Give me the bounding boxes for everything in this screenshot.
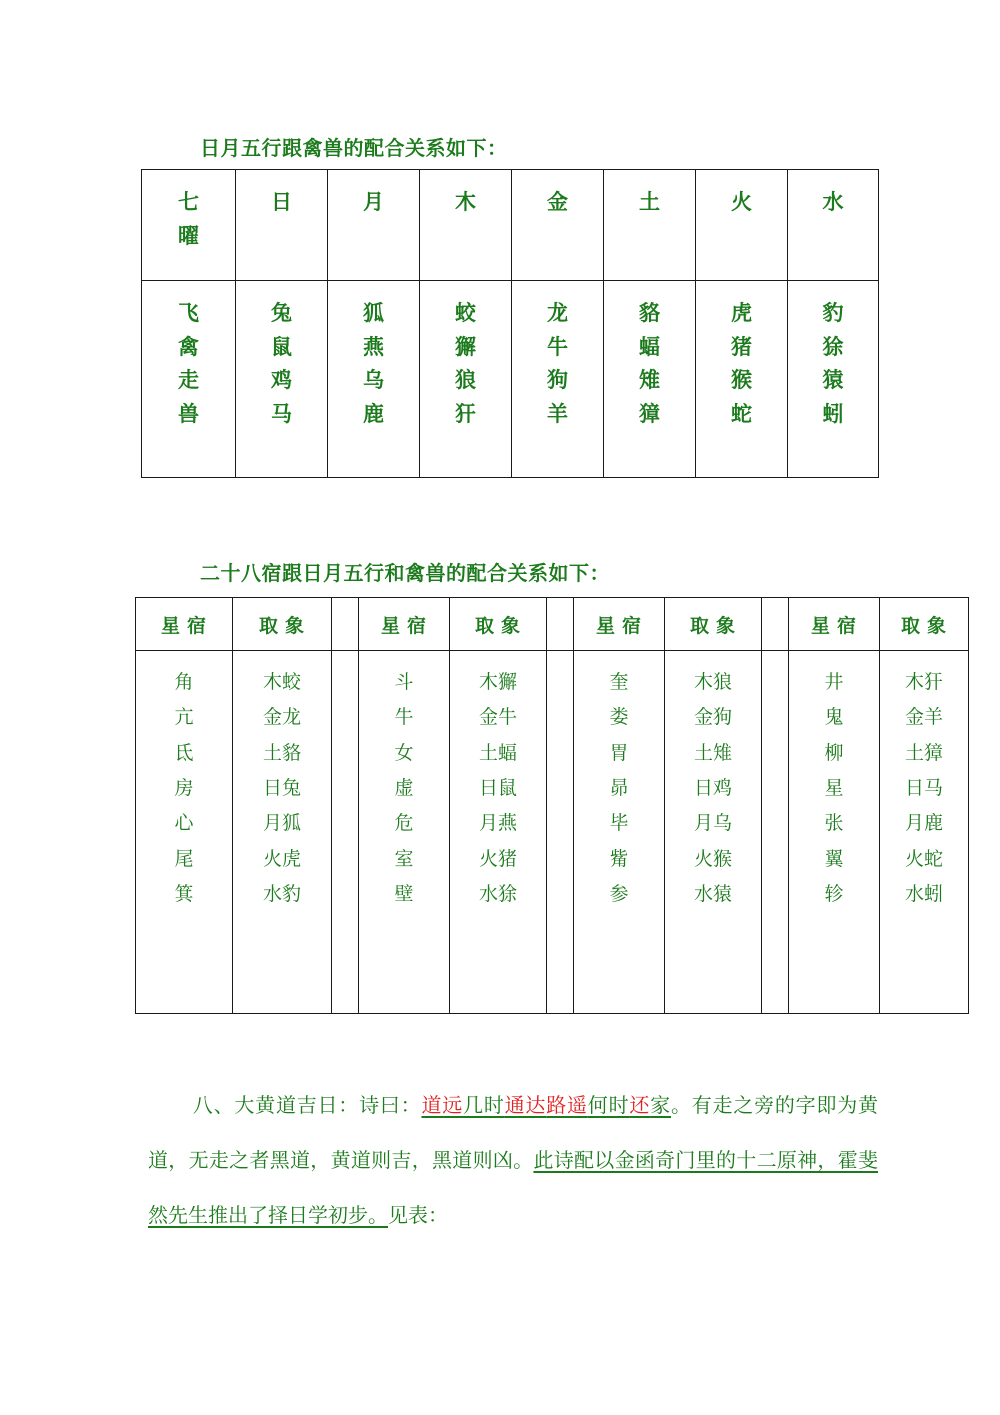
cell-char: 觜 <box>609 847 629 870</box>
paragraph-after-poem: 。有走之旁的字即为黄道，无走之者黑道，黄道则吉，黑道则凶。 <box>148 1093 879 1172</box>
table1-body-cell <box>328 281 420 478</box>
table2-header-image <box>665 598 762 651</box>
twenty-eight-mansions-table <box>135 597 969 1014</box>
table2-image-column <box>665 651 762 1014</box>
table2-header-mansion <box>359 598 450 651</box>
cell-char: 兔 <box>271 301 292 325</box>
cell-char: 金羊 <box>904 706 943 729</box>
cell-stack <box>420 281 511 431</box>
cell-char: 木獬 <box>478 671 517 693</box>
cell-stack <box>236 281 327 431</box>
cell-char: 柳 <box>824 741 844 764</box>
cell-char: 土 <box>639 190 660 214</box>
cell-char: 房 <box>174 776 194 799</box>
cell-char: 鹿 <box>363 401 384 426</box>
table2-spacer-cell <box>332 598 359 651</box>
cell-char: 鼠 <box>271 334 292 359</box>
table2-spacer-cell <box>762 598 789 651</box>
table1-body-cell <box>142 281 236 478</box>
cell-stack <box>359 651 449 912</box>
cell-stack <box>328 170 419 220</box>
poem-segment-green: 家 <box>650 1093 671 1117</box>
cell-stack <box>512 170 603 220</box>
poem-segment-red: 通达 <box>504 1093 547 1117</box>
table2-mansion-column <box>789 651 880 1014</box>
table-row <box>142 170 879 281</box>
table1-header-cell <box>788 170 879 281</box>
cell-stack <box>665 651 761 912</box>
cell-char: 火蛇 <box>904 847 943 870</box>
cell-char: 水蚓 <box>904 882 943 905</box>
cell-char: 火 <box>731 190 752 214</box>
cell-char: 昴 <box>609 776 629 799</box>
cell-stack <box>420 170 511 220</box>
cell-char: 火虎 <box>262 847 301 870</box>
table1-header-cell <box>420 170 512 281</box>
table2-header-image <box>880 598 969 651</box>
table1-header-cell <box>236 170 328 281</box>
section-label: 八、大黄道吉日：诗曰： <box>192 1093 422 1117</box>
cell-char: 禽 <box>178 334 199 359</box>
cell-char: 走 <box>178 368 199 393</box>
cell-char: 羊 <box>547 401 568 426</box>
cell-char: 危 <box>394 812 414 835</box>
cell-char: 虎 <box>731 301 752 325</box>
cell-char: 蝠 <box>639 334 660 359</box>
cell-stack <box>604 281 695 431</box>
poem-segment-red: 路遥 <box>546 1093 588 1117</box>
table2-header-image <box>233 598 332 651</box>
cell-char: 月狐 <box>262 812 301 835</box>
table1-body-cell <box>420 281 512 478</box>
header-label: 取象 <box>900 614 953 637</box>
cell-char: 龙 <box>547 301 568 325</box>
table2-spacer-cell <box>547 651 574 1014</box>
cell-char: 猪 <box>731 334 752 359</box>
cell-char: 土蝠 <box>478 741 517 764</box>
cell-char: 鸡 <box>271 368 292 393</box>
table1-header-cell <box>604 170 696 281</box>
cell-char: 水豹 <box>262 882 301 905</box>
cell-char: 水猿 <box>693 882 732 905</box>
cell-char: 井 <box>824 671 844 693</box>
paragraph-tail: 见表： <box>388 1203 448 1227</box>
cell-char: 斗 <box>394 671 414 693</box>
header-label: 星宿 <box>380 614 433 637</box>
cell-char: 狼 <box>455 368 476 393</box>
cell-char: 木狼 <box>693 671 732 693</box>
table1-body-cell <box>696 281 788 478</box>
table2-spacer-cell <box>332 651 359 1014</box>
table1-heading: 日月五行跟禽兽的配合关系如下： <box>200 136 508 160</box>
table2-mansion-column <box>574 651 665 1014</box>
cell-char: 牛 <box>547 334 568 359</box>
table2-mansion-column <box>359 651 450 1014</box>
table2-header-mansion <box>574 598 665 651</box>
cell-char: 箕 <box>174 882 194 905</box>
cell-stack <box>696 170 787 220</box>
cell-char: 室 <box>394 847 414 870</box>
cell-char: 狳 <box>822 334 844 359</box>
cell-char: 狐 <box>363 301 384 325</box>
cell-char: 翼 <box>824 847 844 870</box>
cell-char: 月 <box>363 190 384 214</box>
header-label: 取象 <box>258 614 311 637</box>
poem-phrase <box>421 1093 670 1117</box>
table1-body-cell <box>512 281 604 478</box>
cell-char: 月鹿 <box>904 812 943 835</box>
cell-char: 娄 <box>609 706 629 729</box>
header-label: 星宿 <box>160 614 213 637</box>
cell-char: 貉 <box>639 301 660 325</box>
cell-char: 胃 <box>609 741 629 764</box>
cell-stack <box>696 281 787 431</box>
cell-char: 木犴 <box>904 671 943 693</box>
section-paragraph <box>148 1078 878 1243</box>
cell-char: 木蛟 <box>262 671 301 693</box>
table2-header-mansion <box>136 598 233 651</box>
header-label: 取象 <box>689 614 742 637</box>
cell-char: 猴 <box>731 368 752 393</box>
cell-char: 星 <box>824 776 844 799</box>
cell-char: 蚓 <box>822 401 844 426</box>
cell-char: 月燕 <box>478 812 517 835</box>
table1-header-cell <box>328 170 420 281</box>
table1-header-cell <box>512 170 604 281</box>
cell-char: 金 <box>547 190 568 214</box>
table2-header-image <box>450 598 547 651</box>
cell-char: 日马 <box>904 776 943 799</box>
table1-header-cell <box>696 170 788 281</box>
cell-char: 虚 <box>394 776 414 799</box>
table-row <box>136 598 969 651</box>
cell-stack <box>880 651 968 912</box>
cell-char: 参 <box>609 882 629 905</box>
cell-stack <box>450 651 546 912</box>
table1-body-cell <box>788 281 879 478</box>
cell-stack <box>574 651 664 912</box>
cell-char: 雉 <box>639 368 660 393</box>
cell-char: 马 <box>271 401 292 426</box>
table2-image-column <box>880 651 969 1014</box>
cell-stack <box>604 170 695 220</box>
cell-stack <box>136 651 232 912</box>
table2-image-column <box>233 651 332 1014</box>
cell-char: 土雉 <box>693 741 732 764</box>
cell-char: 牛 <box>394 706 414 729</box>
cell-char: 火猴 <box>693 847 732 870</box>
table2-heading: 二十八宿跟日月五行和禽兽的配合关系如下： <box>200 561 610 585</box>
cell-char: 鬼 <box>824 706 844 729</box>
cell-char: 狗 <box>547 368 568 393</box>
cell-char: 水 <box>822 190 844 214</box>
cell-char: 女 <box>394 741 414 764</box>
table-row <box>136 651 969 1014</box>
cell-char: 奎 <box>609 671 629 693</box>
cell-char: 金狗 <box>693 706 732 729</box>
cell-char: 兽 <box>178 401 199 426</box>
cell-char: 金龙 <box>262 706 301 729</box>
cell-stack <box>233 651 331 912</box>
cell-char: 犴 <box>455 401 476 426</box>
cell-stack <box>142 281 235 431</box>
cell-char: 轸 <box>824 882 844 905</box>
table2-spacer-cell <box>547 598 574 651</box>
cell-char: 豹 <box>822 301 844 325</box>
cell-char: 燕 <box>363 334 384 359</box>
poem-segment-green: 几时 <box>463 1093 505 1117</box>
header-label: 星宿 <box>810 614 863 637</box>
table2-image-column <box>450 651 547 1014</box>
cell-char: 尾 <box>174 847 194 870</box>
table1-header-cell <box>142 170 236 281</box>
cell-stack <box>788 170 878 220</box>
poem-segment-red: 还 <box>629 1093 651 1117</box>
cell-stack <box>142 170 235 253</box>
cell-char: 角 <box>174 671 194 693</box>
cell-char: 七 <box>178 190 199 214</box>
cell-char: 张 <box>824 812 844 835</box>
cell-char: 蛟 <box>455 301 476 325</box>
cell-char: 曜 <box>178 223 199 248</box>
cell-char: 獐 <box>639 401 660 426</box>
poem-segment-green: 何时 <box>587 1093 630 1117</box>
cell-char: 日兔 <box>262 776 301 799</box>
cell-stack <box>789 651 879 912</box>
cell-char: 日 <box>271 190 292 214</box>
cell-char: 木 <box>455 190 476 214</box>
table1-body-cell <box>604 281 696 478</box>
table-row <box>142 281 879 478</box>
cell-char: 日鸡 <box>693 776 732 799</box>
cell-char: 土獐 <box>904 741 943 764</box>
cell-stack <box>328 281 419 431</box>
cell-stack <box>512 281 603 431</box>
cell-char: 月乌 <box>693 812 732 835</box>
cell-char: 日鼠 <box>478 776 517 799</box>
cell-char: 亢 <box>174 706 194 729</box>
header-label: 取象 <box>474 614 527 637</box>
table2-header-mansion <box>789 598 880 651</box>
cell-char: 蛇 <box>731 401 752 426</box>
table2-mansion-column <box>136 651 233 1014</box>
cell-char: 金牛 <box>478 706 517 729</box>
cell-char: 氐 <box>174 741 194 764</box>
seven-luminaries-table <box>141 169 879 478</box>
cell-char: 土貉 <box>262 741 301 764</box>
cell-char: 獬 <box>455 334 476 359</box>
header-label: 星宿 <box>595 614 648 637</box>
cell-stack <box>788 281 878 431</box>
table1-body-cell <box>236 281 328 478</box>
poem-segment-red: 道远 <box>421 1093 464 1117</box>
cell-stack <box>236 170 327 220</box>
cell-char: 飞 <box>178 301 199 325</box>
paragraph-underlined-tail: 此诗配以金函奇门里的十二原神，霍斐然先生推出了择日学初步。 <box>148 1148 879 1227</box>
table2-spacer-cell <box>762 651 789 1014</box>
cell-char: 壁 <box>394 882 414 905</box>
cell-char: 毕 <box>609 812 629 835</box>
cell-char: 猿 <box>822 368 844 393</box>
cell-char: 水狳 <box>478 882 517 905</box>
cell-char: 心 <box>174 812 194 835</box>
cell-char: 乌 <box>363 368 384 393</box>
cell-char: 火猪 <box>478 847 517 870</box>
